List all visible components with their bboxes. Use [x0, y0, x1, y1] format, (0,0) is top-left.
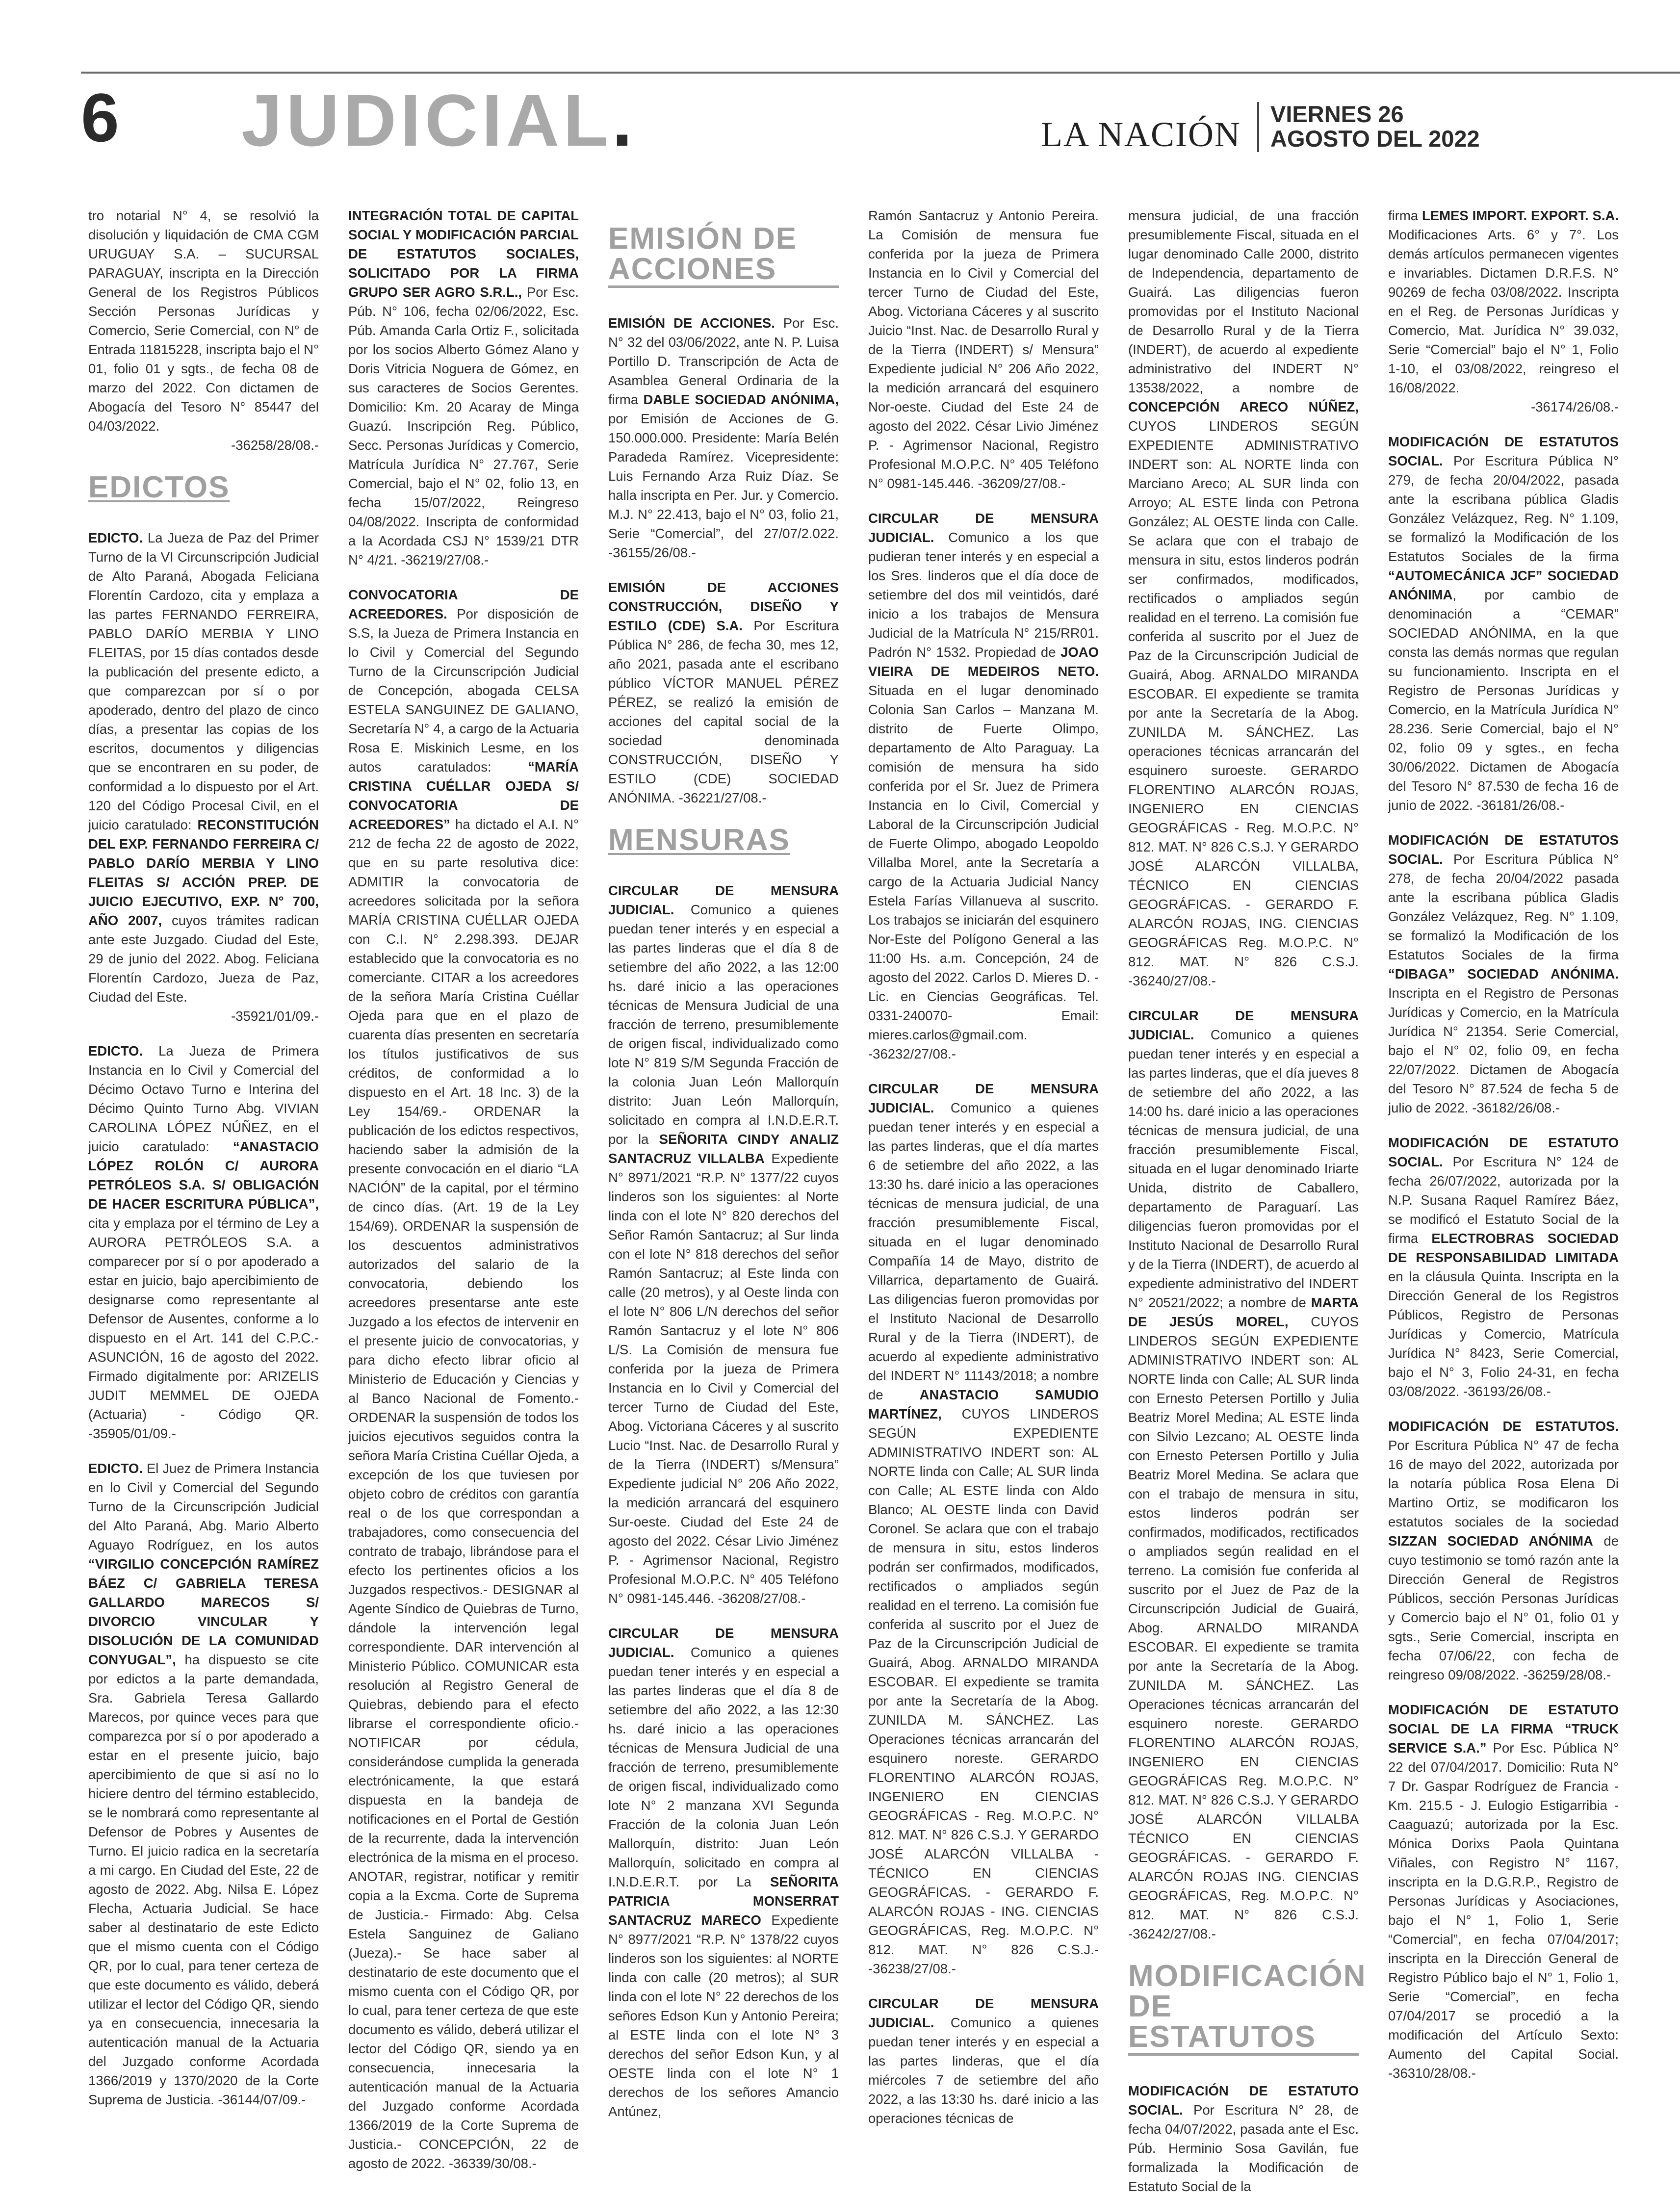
- bylaws-notice: [1388, 1700, 1619, 2083]
- survey-notice-continued: [1128, 206, 1359, 990]
- notice-lead: MODIFICACIÓN DE ESTATUTO SOCIAL.: [1128, 2083, 1359, 2118]
- notice-body: Por Escritura N° 28, de fecha 04/07/2022, pasada ante el Esc. Púb. Herminio Sosa Gavilán, fue formalizada la Modificación de Estatuto Social de la: [1128, 2102, 1359, 2194]
- section-header-line-text: ACCIONES: [608, 254, 839, 288]
- column-6: [1388, 206, 1619, 2094]
- notice-lead: CIRCULAR DE MENSURA JUDICIAL.: [868, 1996, 1099, 2030]
- notice-lead: CIRCULAR DE MENSURA JUDICIAL.: [868, 1081, 1099, 1115]
- shares-notice: [608, 578, 839, 807]
- notice-body-tail: ha dispuesto se cite por edictos a la parte demandada, Sra. Gabriela Teresa Gallardo Marecos, por quince veces para que comparezca por sí o por apoderado a estar en el presente juicio, bajo apercibimiento de que si así no lo hiciere dentro del término establecido, se le nombrará como representante al Defensor de Pobres y Ausentes de Turno. El juicio radica en la secretaría a mi cargo. En Ciudad del Este, 22 de agosto de 2022. Abg. Nilsa E. López Flecha, Actuaria Judicial. Se hace saber al destinatario de este Edicto que el mismo cuenta con el Código QR, por lo cual, para tener certeza de que este documento es válido, deberá utilizar el lector del Código QR, siendo ya en consecuencia, innecesaria la autenticación manual de la Actuaria del Juzgado conforme Acordada 1366/2019 y 1370/2020 de la Corte Suprema de Justicia. -36144/07/09.-: [88, 1652, 319, 2107]
- notice-body: Comunico a quienes puedan tener interés y en especial a las partes linderas, que el día miércoles 7 de setiembre del año 2022, a las 13:30 hs. daré inicio a las operaciones técnicas de: [868, 2015, 1099, 2126]
- notice-lead: MODIFICACIÓN DE ESTATUTOS SOCIAL.: [1388, 434, 1619, 468]
- notice-person: SEÑORITA PATRICIA MONSERRAT SANTACRUZ MARECO: [608, 1874, 839, 1928]
- section-header-line: MODIFICACIÓN: [1128, 1959, 1367, 1993]
- notice-body-tail: cuyos trámites radican ante este Juzgado. Ciudad del Este, 29 de junio del 2022. Abog. Feliciana Florentín Cardozo, Jueza de Paz, Ciudad del Este.: [88, 913, 319, 1005]
- notice-ref: -35921/01/09.-: [231, 1008, 319, 1024]
- notice-body: Por Esc. Púb. N° 106, fecha 02/06/2022, Esc. Púb. Amanda Carla Ortiz F., solicitada por los socios Alberto Gómez Alano y Doris Vitricia Noguera de Gómez, en sus caracteres de Socios Gerentes. Domicilio: Km. 20 Acaray de Minga Guazú. Inscripción Reg. Público, Secc. Personas Jurídicas y Comercio, Matrícula Jurídica N° 27.767, Serie Comercial, bajo el N° 02, folio 13, en fecha 15/07/2022, Reingreso 04/08/2022. Inscripta de conformidad a la Acordada CSJ N° 1539/21 DTR N° 4/21. -36219/27/08.-: [348, 284, 579, 568]
- notice-company: “AUTOMECÁNICA JCF” SOCIEDAD ANÓNIMA: [1388, 568, 1619, 602]
- date-divider: [1257, 102, 1259, 152]
- notice-lead: CIRCULAR DE MENSURA JUDICIAL.: [608, 883, 839, 917]
- notice-lead: MODIFICACIÓN DE ESTATUTO SOCIAL.: [1388, 1135, 1619, 1169]
- notice-case-title: “VIRGILIO CONCEPCIÓN RAMÍREZ BÁEZ C/ GABRIELA TERESA GALLARDO MARECOS S/ DIVORCIO VINCULAR Y DISOLUCIÓN DE LA COMUNIDAD CONYUGAL”,: [88, 1556, 319, 1667]
- notice-body: Comunico a quienes puedan tener interés y en especial a las partes linderas que el día 8 de setiembre del año 2022, a las 12:30 hs. daré inicio a las operaciones técnicas de Mensura Judicial de una fracción de terreno, presumiblemente de origen fiscal, individualizado como lote N° 2 manzana XVI Segunda Fracción de la colonia Juan León Mallorquín, distrito: Juan León Mallorquín, solicitado en compra al I.N.D.E.R.T. por La: [608, 1645, 839, 1889]
- column-4: [868, 206, 1099, 2126]
- notice-lead: CIRCULAR DE MENSURA JUDICIAL.: [868, 511, 1099, 545]
- survey-notice: [868, 1079, 1099, 1978]
- edict-notice: [88, 1041, 319, 1443]
- notice-body: Por disposición de S.S, la Jueza de Primera Instancia en lo Civil y Comercial del Segundo Turno de la Circunscripción Judicial de Concepción, abogada CELSA ESTELA SANGUINEZ DE GALIANO, Secretaría N° 4, a cargo de la Actuaria Rosa E. Miskinich Lesme, en los autos caratulados:: [348, 606, 579, 775]
- notice-body-tail: en la cláusula Quinta. Inscripta en la Dirección General de los Registros Públicos, Registro de Personas Jurídicas y Comercio, Matrícula Jurídica N° 8423, Serie Comercial, bajo el N° 3, Folio 24-31, en fecha 03/08/2022. -36193/26/08.-: [1388, 1269, 1619, 1399]
- notice-body-tail: CUYOS LINDEROS SEGÚN EXPEDIENTE ADMINISTRATIVO INDERT son: AL NORTE linda con Calle; AL SUR linda con Ernesto Petersen Portillo y Julia Beatriz Morel Medina; AL ESTE linda con Silvio Lezcano; AL OESTE linda con Ernesto Petersen Portillo y Julia Beatriz Morel Medina. Se aclara que con el trabajo de mensura in situ, estos linderos podrán ser confirmados, modificados, rectificados o ampliados según realidad en el terreno. La comisión fue conferida al suscrito por el Juez de Paz de la Circunscripción Judicial de Guairá, Abog. ARNALDO MIRANDA ESCOBAR. El expediente se tramita por ante la Secretaría de la Abog. ZUNILDA M. SÁNCHEZ. Las Operaciones técnicas arrancarán del esquinero noreste. GERARDO FLORENTINO ALARCÓN ROJAS, INGENIERO EN CIENCIAS GEOGRÁFICAS Reg. M.O.P.C. N° 812. MAT. N° 826 C.S.J. Y GERARDO JOSÉ ALARCÓN VILLALBA TÉCNICO EN CIENCIAS GEOGRÁFICAS. - GERARDO F. ALARCÓN ROJAS ING. CIENCIAS GEOGRÁFICAS, Reg. M.O.P.C. N° 812. MAT. N° 826 C.S.J. -36242/27/08.-: [1128, 1314, 1359, 1941]
- edict-notice: [88, 528, 319, 1026]
- header-rule: [81, 72, 1680, 74]
- issue-date: [1270, 102, 1480, 151]
- section-header-line-text: DE ESTATUTOS: [1128, 1991, 1359, 2056]
- notice-body: Por Escritura Pública N° 278, de fecha 20/04/2022 pasada ante la escribana pública Gladis González Velázquez, Reg. N° 1.109, se formalizó la Modificación de los Estatutos Sociales de la firma: [1388, 852, 1619, 962]
- notice-body: Por Escritura Pública N° 47 de fecha 16 de mayo del 2022, autorizada por la notaría pública Rosa Elena Di Martino Ortiz, se modificaron los estatutos sociales de la sociedad: [1388, 1438, 1619, 1529]
- section-title-text: JUDICIAL: [241, 79, 612, 161]
- notice-body: El Juez de Primera Instancia en lo Civil y Comercial del Segundo Turno de la Circunscripción Judicial del Alto Paraná, Abg. Mario Alberto Aguayo Rodríguez, en los autos: [88, 1461, 319, 1552]
- page-number: 6: [81, 79, 119, 156]
- column-5: [1128, 206, 1367, 2194]
- creditors-notice: [348, 585, 579, 2173]
- notice-lead: MODIFICACIÓN DE ESTATUTOS SOCIAL.: [1388, 832, 1619, 867]
- notice-case-title: RECONSTITUCIÓN DEL EXP. FERNANDO FERREIRA C/ PABLO DARÍO MERBIA Y LINO FLEITAS S/ ACCIÓN PREP. DE JUICIO EJECUTIVO, EXP. N° 700, AÑO 2007,: [88, 817, 319, 928]
- survey-notice: [608, 1624, 839, 2121]
- notice-case-title: “MARÍA CRISTINA CUÉLLAR OJEDA S/ CONVOCATORIA DE ACREEDORES”: [348, 759, 579, 832]
- notice-lead: EDICTO.: [88, 1461, 143, 1476]
- notice-ref: -36258/28/08.-: [231, 438, 319, 453]
- notice-lead: CIRCULAR DE MENSURA JUDICIAL.: [608, 1626, 839, 1660]
- notice-lead: INTEGRACIÓN TOTAL DE CAPITAL SOCIAL Y MODIFICACIÓN PARCIAL DE ESTATUTOS SOCIALES, SOLICITADO POR LA FIRMA GRUPO SER AGRO S.R.L.,: [348, 208, 579, 300]
- notice-body: Por Escritura N° 124 de fecha 26/07/2022, autorizada por la N.P. Susana Raquel Ramírez Báez, se modificó el Estatuto Social de la firma: [1388, 1154, 1619, 1246]
- section-header-modificacion: [1128, 1959, 1367, 2056]
- notice-company: “DIBAGA” SOCIEDAD ANÓNIMA.: [1388, 966, 1619, 982]
- notice-company: ELECTROBRAS SOCIEDAD DE RESPONSABILIDAD LIMITADA: [1388, 1231, 1619, 1265]
- notice-body-tail: , por cambio de denominación a “CEMAR” SOCIEDAD ANÓNIMA, en la que consta las demás normas que regulan su funcionamiento. Inscripta en el Registro de Personas Jurídicas y Comercio, en la Matrícula Jurídica N° 28.236. Serie Comercial, bajo el N° 02, folio 09 y sgtes., en fecha 30/06/2022. Dictamen de Abogacía del Tesoro N° 87.530 de fecha 16 de junio de 2022. -36181/26/08.-: [1388, 587, 1619, 813]
- notice-body: Por Escritura Pública N° 279, de fecha 20/04/2022, pasada ante la escribana pública Gladis González Velázquez, Reg. N° 1.109, se formalizó la Modificación de los Estatutos Sociales de la firma: [1388, 453, 1619, 564]
- column-3: [608, 206, 839, 2119]
- notice-body: firma: [1388, 208, 1422, 223]
- notice-lead: CONVOCATORIA DE ACREEDORES.: [348, 587, 579, 621]
- survey-notice-continued: Ramón Santacruz y Antonio Pereira. La Comisión de mensura fue conferida por la jueza de Primera Instancia en lo Civil y Comercial del tercer Turno de Ciudad del Este, Abog. Victoriana Cáceres y al suscrito Juicio “Inst. Nac. de Desarrollo Rural y de la Tierra (INDERT) s/ Mensura” Expediente judicial N° 206 Año 2022, la medición arrancará del esquinero Nor-oeste. Ciudad del Este 24 de agosto del 2022. César Livio Jiménez P. - Agrimensor Nacional, Registro Profesional M.O.P.C. N° 405 Teléfono N° 0981-145.446. -36209/27/08.-: [868, 208, 1099, 491]
- notice-lead: EDICTO.: [88, 530, 143, 545]
- section-header-line: [608, 254, 839, 288]
- notice-body-tail: Inscripta en el Registro de Personas Jurídicas y Comercio, en la Matrícula Jurídica N° 21354. Serie Comercial, bajo el N° 02, folio 09, en fecha 22/07/2022. Dictamen de Abogacía del Tesoro N° 87.524 de fecha 5 de julio de 2022. -36182/26/08.-: [1388, 985, 1619, 1115]
- notice-body: Por Esc. Pública N° 22 del 07/04/2017. Domicilio: Ruta N° 7 Dr. Gaspar Rodríguez de Francia - Km. 215.5 - J. Eulogio Estigarribia - Caaguazú; autorizada por la Esc. Mónica Dorixs Paola Quintana Viñales, con Registro N° 1167, inscripta en la D.G.R.P., Registro de Personas Jurídicas y Asociaciones, bajo el N° 1, Folio 1, Serie “Comercial”, en fecha 07/04/2017; inscripta en la Dirección General de Registro Público bajo el N° 1, Folio 1, Serie “Comercial”, en fecha 07/04/2017 se procedió a la modificación del Artículo Sexto: Aumento del Capital Social. -36310/28/08.-: [1388, 1740, 1619, 2081]
- notice-body: Comunico a quienes puedan tener interés y en especial a las partes linderas que el día 8 de setiembre del año 2022, a las 12:00 hs. daré inicio a las operaciones técnicas de Mensura Judicial de una fracción de terreno, presumiblemente de origen fiscal, individualizado como lote N° 819 S/M Segunda Fracción de la colonia Juan León Mallorquín distrito: Juan León Mallorquín, solicitado en compra al I.N.D.E.R.T. por la: [608, 902, 839, 1147]
- notice-body: tro notarial N° 4, se resolvió la disolución y liquidación de CMA CGM URUGUAY S.A. – SUCURSAL PARAGUAY, inscripta en la Dirección General de los Registros Públicos Sección Personas Jurídicas y Comercio, Serie Comercial, con N° de Entrada 11815228, inscripta bajo el N° 01, folio 01 y sgts., de fecha 08 de marzo del 2022. Con dictamen de Abogacía del Tesoro N° 85447 del 04/03/2022.: [88, 208, 319, 434]
- notice-person: JOAO VIEIRA DE MEDEIROS NETO.: [868, 645, 1099, 679]
- notice-lead: MODIFICACIÓN DE ESTATUTO SOCIAL DE LA FIRMA “TRUCK SERVICE S.A.”: [1388, 1702, 1619, 1756]
- notice-body: Por Escritura Pública N° 286, de fecha 30, mes 12, año 2021, pasada ante el escribano público VÍCTOR MANUEL PÉREZ PÉREZ, se realizó la emisión de acciones del capital social de la sociedad denominada CONSTRUCCIÓN, DISEÑO Y ESTILO (CDE) SOCIEDAD ANÓNIMA. -36221/27/08.-: [608, 618, 839, 805]
- section-header-line: EMISIÓN DE: [608, 222, 798, 256]
- notice-body-tail: por Emisión de Acciones de G. 150.000.000. Presidente: María Belén Paradeda Ramírez. Vicepresidente: Luis Fernando Arza Ruiz Díaz. Se halla inscripta en Per. Jur. y Comercio. M.J. N° 22.413, bajo el N° 03, folio 21, Serie “Comercial”, del 27/07/2.022. -36155/26/08.-: [608, 411, 839, 560]
- notice-body-tail: Expediente N° 8977/2021 “R.P. N° 1378/22 cuyos linderos son los siguientes: al NORTE linda con calle (20 metros); al SUR linda con el lote N° 22 derechos de los señores Edson Kun y Antonio Pereira; al ESTE linda con el lote N° 3 derechos del señor Edson Kun, y al OESTE linda con el lote N° 1 derechos de los señores Amancio Antúnez,: [608, 1912, 839, 2119]
- notice-lead: EMISIÓN DE ACCIONES CONSTRUCCIÓN, DISEÑO Y ESTILO (CDE) S.A.: [608, 580, 839, 633]
- bylaws-notice: [1388, 1133, 1619, 1401]
- section-header-emision: [608, 224, 839, 288]
- notice-company: SIZZAN SOCIEDAD ANÓNIMA: [1388, 1533, 1593, 1549]
- notice-body-tail: Modificaciones Arts. 6° y 7°. Los demás artículos permanecen vigentes e invariables. Dictamen D.R.F.S. N° 90269 de fecha 03/08/2022. Inscripta en el Reg. de Personas Jurídicas y Comercio, Mat. Jurídica N° 39.032, Serie “Comercial” bajo el N° 1, Folio 1-10, el 03/08/2022, reingreso el 16/08/2022.: [1388, 227, 1619, 395]
- bylaws-notice-continued: [1388, 206, 1619, 416]
- newspaper-name: LA NACIÓN: [1041, 115, 1241, 154]
- notice-body: Comunico a los que pudieran tener interés y en especial a los Sres. linderos que el día doce de setiembre del dos mil veintidós, daré inicio a los trabajos de Mensura Judicial de la Matrícula N° 215/RR01. Padrón N° 1532. Propiedad de: [868, 530, 1099, 660]
- survey-notice: [868, 509, 1099, 1063]
- bylaws-notice: [1388, 1417, 1619, 1684]
- notice-lead: EMISIÓN DE ACCIONES.: [608, 315, 775, 331]
- notice-body-tail: CUYOS LINDEROS SEGÚN EXPEDIENTE ADMINISTRATIVO INDERT son: AL NORTE linda con Marciano Areco; AL SUR linda con Arroyo; AL ESTE linda con Petrona González; AL OESTE linda con Calle. Se aclara que con el trabajo de mensura in situ, estos linderos podrán ser confirmados, modificados, rectificados o ampliados según realidad en el terreno. La comisión fue conferida al suscrito por el Juez de Paz de la Circunscripción Judicial de Guairá, Abog. ARNALDO MIRANDA ESCOBAR. El expediente se tramita por ante la Secretaría de la Abog. ZUNILDA M. SÁNCHEZ. Las operaciones técnicas arrancarán del esquinero suroeste. GERARDO FLORENTINO ALARCÓN ROJAS, INGENIERO EN CIENCIAS GEOGRÁFICAS - Reg. M.O.P.C. N° 812. MAT. N° 826 C.S.J. Y GERARDO JOSÉ ALARCÓN VILLALBA, TÉCNICO EN CIENCIAS GEOGRÁFICAS. - GERARDO F. ALARCÓN ROJAS, ING. CIENCIAS GEOGRÁFICAS Reg. M.O.P.C. N° 812. MAT. N° 826 C.S.J. -36240/27/08.-: [1128, 418, 1359, 988]
- section-header-edictos: EDICTOS: [88, 470, 230, 504]
- notice-body-tail: ha dictado el A.I. N° 212 de fecha 22 de agosto de 2022, que en su parte resolutiva dice: ADMITIR la convocatoria de acreedores solicitada por la señora MARÍA CRISTINA CUÉLLAR OJEDA con C.I. N° 2.298.393. DEJAR establecido que la convocatoria es no comerciante. CITAR a los acreedores de la señora María Cristina Cuéllar Ojeda para que en el plazo de cuarenta días presenten en secretaría los títulos justificativos de sus créditos, de conformidad a lo dispuesto en el Art. 18 Inc. 3) de la Ley 154/69.- ORDENAR la publicación de los edictos respectivos, haciendo saber la admisión de la presente convocación en el diario “LA NACIÓN” de la capital, por el término de cinco días. (Art. 19 de la Ley 154/69). ORDENAR la suspensión de los descuentos administrativos autorizados del salario de la convocatoria, debiendo los acreedores presentarse ante este Juzgado a los efectos de intervenir en el presente juicio de convocatorias, y para dicho efecto librar oficio al Ministerio de Educación y Ciencias y al Banco Nacional de Fomento.- ORDENAR la suspensión de todos los juicios ejecutivos seguidos contra la señora María Cristina Cuéllar Ojeda, a excepción de los que tuviesen por objeto cobro de créditos con garantía real o de los que correspondan a trabajadores, como consecuencia del contrato de trabajo, librándose para el efecto los pertinentes oficios a los Juzgados respectivos.- DESIGNAR al Agente Síndico de Quiebras de Turno, dándole la intervención legal correspondiente. DAR intervención al Ministerio Público. COMUNICAR esta resolución al Registro General de Quiebras, debiendo para el efecto librarse el correspondiente oficio.- NOTIFICAR por cédula, considerándose cumplida la generada electrónicamente, la que estará dispuesta en la bandeja de notificaciones en el Portal de Gestión de la recurrente, dada la intervención electrónica de la misma en el proceso. ANOTAR, registrar, notificar y remitir copia a la Excma. Corte de Suprema de Justicia.- Firmado: Abg. Celsa Estela Sanguinez de Galiano (Jueza).- Se hace saber al destinatario de este documento que el mismo cuenta con el Código QR, por lo cual, para tener certeza de que este documento es válido, deberá utilizar el lector del Código QR, siendo ya en consecuencia, innecesaria la autenticación manual de la Actuaria del Juzgado conforme Acordada 1366/2019 de la Corte Suprema de Justicia.- CONCEPCIÓN, 22 de agosto de 2022. -36339/30/08.-: [348, 817, 579, 2171]
- notice-person: CONCEPCIÓN ARECO NÚÑEZ,: [1128, 399, 1359, 414]
- bylaws-notice: [1388, 432, 1619, 815]
- notice-body-tail: Situada en el lugar denominado Colonia San Carlos – Manzana M. distrito de Fuerte Olimpo, departamento de Alto Paraguay. La comisión de mensura ha sido conferida por el Sr. Juez de Primera Instancia en lo Civil, Comercial y Laboral de la Circunscripción Judicial de Fuerte Olimpo, abogado Leopoldo Villalba Morel, ante la Secretaría a cargo de la Actuaria Judicial Nancy Estela Farías Villanueva al suscrito. Los trabajos se iniciarán del esquinero Nor-Este del Polígono General a las 11:00 Hs. a.m. Concepción, 24 de agosto del 2022. Carlos D. Mieres D. - Lic. en Ciencias Geográficas. Tel. 0331-240070- Email: mieres.carlos@gmail.com. -36232/27/08.-: [868, 683, 1099, 1061]
- shares-notice: [608, 313, 839, 562]
- notice-body: La Jueza de Primera Instancia en lo Civil y Comercial del Décimo Octavo Turno e Interina del Décimo Quinto Turno Abg. VIVIAN CAROLINA LÓPEZ NÚÑEZ, en el juicio caratulado:: [88, 1043, 319, 1154]
- notice-body-tail: de cuyo testimonio se tomó razón ante la Dirección General de Registros Públicos, sección Personas Jurídicas y Comercio bajo el N° 01, folio 01 y sgts., Serie Comercial, inscripta en fecha 07/06/22, con fecha de reingreso 09/08/2022. -36259/28/08.-: [1388, 1533, 1619, 1682]
- notice-body-tail: cita y emplaza por el término de Ley a AURORA PETRÓLEOS S.A. a comparecer por sí o por apoderado a estar en juicio, bajo apercibimiento de designarse como representante al Defensor de Ausentes, conforme a lo dispuesto en el Art. 141 del C.P.C.- ASUNCIÓN, 16 de agosto del 2022. Firmado digitalmente por: ARIZELIS JUDIT MEMMEL DE OJEDA (Actuaria) - Código QR. -35905/01/09.-: [88, 1215, 319, 1441]
- notice-body-tail: CUYOS LINDEROS SEGÚN EXPEDIENTE ADMINISTRATIVO INDERT son: AL NORTE linda con Calle; AL SUR linda con Calle; AL ESTE linda con Aldo Blanco; AL OESTE linda con David Coronel. Se aclara que con el trabajo de mensura in situ, estos linderos podrán ser confirmados, modificados, rectificados o ampliados según realidad en el terreno. La comisión fue conferida al suscrito por el Juez de Paz de la Circunscripción Judicial de Guairá, Abog. ARNALDO MIRANDA ESCOBAR. El expediente se tramita por ante la Secretaría de la Abog. ZUNILDA M. SÁNCHEZ. Las Operaciones técnicas arrancarán del esquinero noreste. GERARDO FLORENTINO ALARCÓN ROJAS, INGENIERO EN CIENCIAS GEOGRÁFICAS - Reg. M.O.P.C. N° 812. MAT. N° 826 C.S.J. Y GERARDO JOSÉ ALARCÓN VILLALBA - TÉCNICO EN CIENCIAS GEOGRÁFICAS. - GERARDO F. ALARCÓN ROJAS - ING. CIENCIAS GEOGRÁFICAS, Reg. M.O.P.C. N° 812. MAT. N° 826 C.S.J.- -36238/27/08.-: [868, 1406, 1099, 1976]
- column-2: [348, 206, 579, 2171]
- notice-lead: CIRCULAR DE MENSURA JUDICIAL.: [1128, 1008, 1359, 1042]
- notice-body-tail: Expediente N° 8971/2021 “R.P. N° 1377/22 cuyos linderos son los siguientes: al Norte linda con el lote N° 820 derechos del Señor Ramón Santacruz; al Sur linda con el lote N° 818 derechos del señor Ramón Santacruz; al Este linda con calle (20 metros), y al Oeste linda con el lote N° 806 L/N derechos del señor Ramón Santacruz y el lote N° 806 L/S. La Comisión de mensura fue conferida por la jueza de Primera Instancia en lo Civil y Comercial del tercer Turno de Ciudad del Este, Abog. Victoriana Cáceres y al suscrito Lucio “Inst. Nac. de Desarrollo Rural y de la Tierra (INDERT) s/Mensura” Expediente judicial N° 206 Año 2022, la medición arrancará del esquinero Sur-oeste. Ciudad del Este 24 de agosto del 2022. César Livio Jiménez P. - Agrimensor Nacional, Registro Profesional M.O.P.C. N° 405 Teléfono N° 0981-145.446. -36208/27/08.-: [608, 1151, 839, 1606]
- notice-case-title: “ANASTACIO LÓPEZ ROLÓN C/ AURORA PETRÓLEOS S.A. S/ OBLIGACIÓN DE HACER ESCRITURA PÚBLICA”,: [88, 1139, 319, 1212]
- notice-company: LEMES IMPORT. EXPORT. S.A.: [1422, 208, 1619, 223]
- bylaws-notice: [1128, 2081, 1359, 2196]
- notice-text: [88, 206, 319, 455]
- edict-notice: [88, 1459, 319, 2109]
- survey-notice: [1128, 1006, 1359, 1943]
- bylaws-notice: [1388, 830, 1619, 1117]
- notice-body: mensura judicial, de una fracción presumiblemente Fiscal, situada en el lugar denominado Calle 2000, distrito de Independencia, departamento de Guairá. Las diligencias fueron promovidas por el Instituto Nacional de Desarrollo Rural y de la Tierra (INDERT), de acuerdo al expediente administrativo del INDERT N° 13538/2022, a nombre de: [1128, 208, 1359, 395]
- notice-body: Comunico a quienes puedan tener interés y en especial a las partes linderas, que el día jueves 8 de setiembre del año 2022, a las 14:00 hs. daré inicio a las operaciones técnicas de mensura judicial, de una fracción presumiblemente Fiscal, situada en el lugar denominado Iriarte Unida, distrito de Caballero, departamento de Paraguarí. Las diligencias fueron promovidas por el Instituto Nacional de Desarrollo Rural y de la Tierra (INDERT), de acuerdo al expediente administrativo del INDERT N° 20521/2022; a nombre de: [1128, 1027, 1359, 1310]
- notice-lead: EDICTO.: [88, 1043, 143, 1059]
- notice-body: La Jueza de Paz del Primer Turno de la VI Circunscripción Judicial de Alto Paraná, Abogada Feliciana Florentín Cardozo, cita y emplaza a las partes FERNANDO FERREIRA, PABLO DARÍO MERBIA Y LINO FLEITAS, por 15 días contados desde la publicación del presente edicto, a que comparezcan por sí o por apoderado, dentro del plazo de cinco días, a presentar las copias de los escritos, documentos y diligencias que se encontraren en su poder, de conformidad a lo dispuesto por el Art. 120 del Código Procesal Civil, en el juicio caratulado:: [88, 530, 319, 832]
- notice-person: MARTA DE JESÚS MOREL,: [1128, 1295, 1359, 1329]
- section-title: [241, 79, 637, 161]
- column-1: [88, 206, 319, 2107]
- notice-ref: -36174/26/08.-: [1531, 399, 1619, 414]
- notice-lead: MODIFICACIÓN DE ESTATUTOS.: [1388, 1419, 1619, 1434]
- notice-person: ANASTACIO SAMUDIO MARTÍNEZ,: [868, 1387, 1099, 1421]
- capital-notice: [348, 206, 579, 569]
- notice-body: Por Esc. N° 32 del 03/06/2022, ante N. P. Luisa Portillo D. Transcripción de Acta de Asamblea General Ordinaria de la firma: [608, 315, 839, 407]
- notice-company: DABLE SOCIEDAD ANÓNIMA,: [643, 392, 839, 407]
- section-header-mensuras: MENSURAS: [608, 823, 790, 857]
- notice-body: Comunico a quienes puedan tener interés y en especial a las partes linderas, que el día martes 6 de setiembre del año 2022, a las 13:30 hs. daré inicio a las operaciones técnicas de mensura judicial, de una fracción presumiblemente Fiscal, situada en el lugar denominado Compañía 14 de Mayo, distrito de Villarrica, departamento de Guairá. Las diligencias fueron promovidas por el Instituto Nacional de Desarrollo Rural y de la Tierra (INDERT), de acuerdo al expediente administrativo del INDERT N° 11143/2018; a nombre de: [868, 1100, 1099, 1402]
- section-title-dot: .: [612, 79, 637, 161]
- section-header-line: [1128, 1991, 1359, 2056]
- notice-person: SEÑORITA CINDY ANALIZ SANTACRUZ VILLALBA: [608, 1132, 839, 1166]
- survey-notice: [608, 881, 839, 1608]
- issue-date-month: AGOSTO DEL 2022: [1270, 126, 1480, 152]
- survey-notice: [868, 1994, 1099, 2128]
- issue-date-day: VIERNES 26: [1270, 101, 1404, 127]
